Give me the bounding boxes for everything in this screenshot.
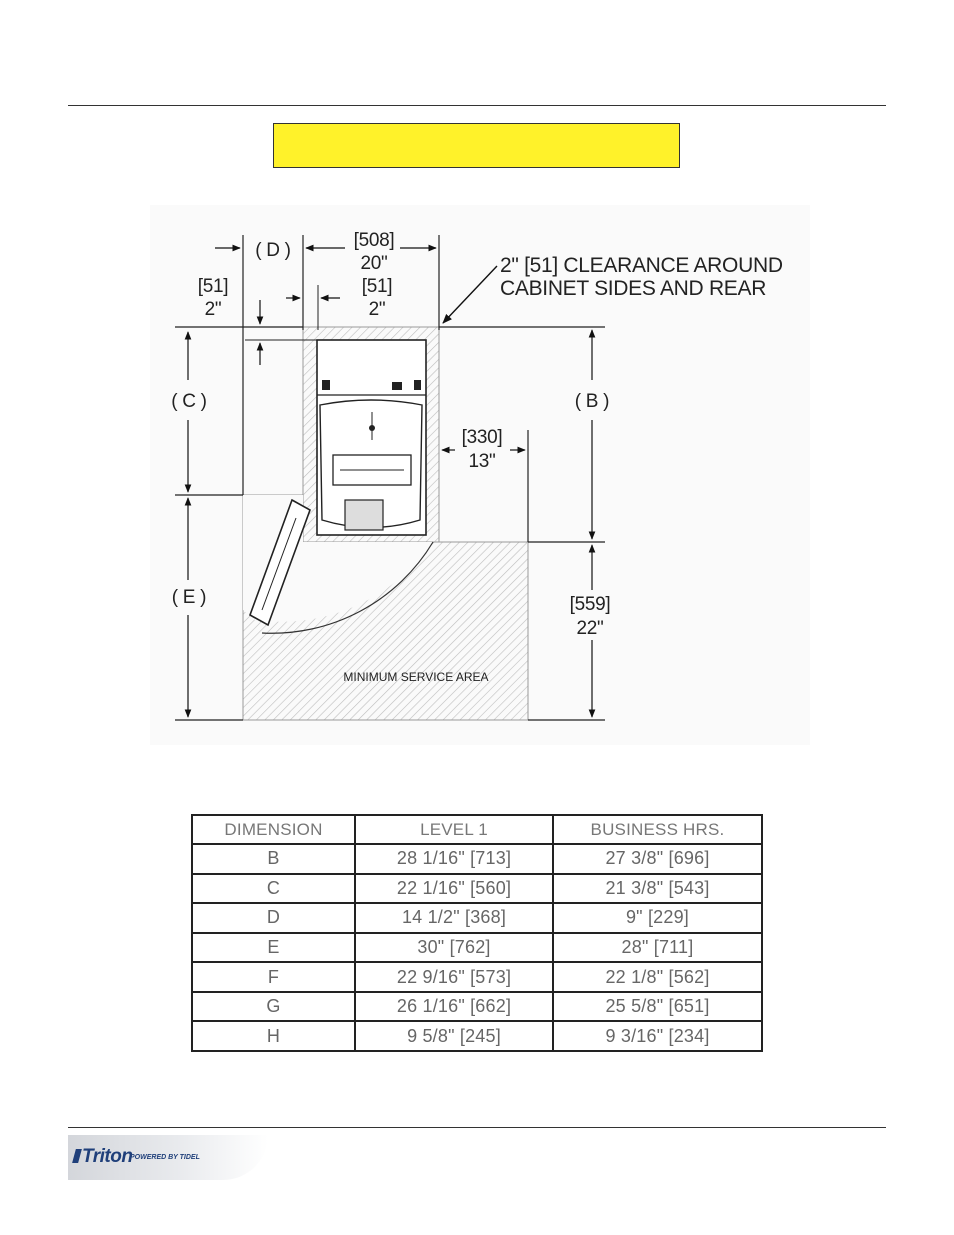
- business-cell: 25 5/8" [651]: [553, 992, 762, 1022]
- hinge-right: [414, 380, 421, 390]
- table-row: [192, 1021, 762, 1051]
- keypad: [345, 500, 383, 530]
- table-row: [192, 992, 762, 1022]
- table-row: [192, 844, 762, 874]
- dim-cell: B: [192, 844, 355, 874]
- inner-gap-imperial: 2": [368, 299, 386, 320]
- level1-cell: 28 1/16" [713]: [355, 844, 553, 874]
- table-row: [192, 874, 762, 904]
- dim-cell: C: [192, 874, 355, 904]
- dim-cell: H: [192, 1021, 355, 1051]
- label-b: ( B ): [574, 391, 610, 412]
- left-gap-metric: [51]: [197, 276, 229, 297]
- inner-gap-metric: [51]: [361, 276, 393, 297]
- label-d: ( D ): [255, 240, 291, 261]
- left-gap-imperial: 2": [204, 299, 222, 320]
- logo-tagline: POWERED BY TIDEL: [130, 1154, 200, 1161]
- dim-cell: D: [192, 903, 355, 933]
- header-dimension: DIMENSION: [192, 815, 355, 844]
- logo-mark-icon: [72, 1149, 82, 1163]
- table-row: [192, 962, 762, 992]
- business-cell: 9" [229]: [553, 903, 762, 933]
- footer-rule: [68, 1127, 886, 1128]
- width-imperial-label: 20": [360, 253, 388, 274]
- front-imperial-label: 22": [576, 618, 604, 639]
- service-area-label: MINIMUM SERVICE AREA: [343, 670, 489, 684]
- logo-wordmark: [74, 1146, 132, 1168]
- business-cell: 28" [711]: [553, 933, 762, 963]
- dim-cell: F: [192, 962, 355, 992]
- label-e: ( E ): [171, 587, 207, 608]
- hinge-left: [322, 380, 330, 390]
- clearance-note-line1: 2" [51] CLEARANCE AROUND: [500, 254, 783, 277]
- header-business-hrs: BUSINESS HRS.: [553, 815, 762, 844]
- level1-cell: 22 1/16" [560]: [355, 874, 553, 904]
- table-row: [192, 903, 762, 933]
- side-metric-label: [330]: [461, 427, 503, 448]
- width-metric-label: [508]: [353, 230, 395, 251]
- level1-cell: 14 1/2" [368]: [355, 903, 553, 933]
- level1-cell: 26 1/16" [662]: [355, 992, 553, 1022]
- lock-mark: [392, 382, 402, 390]
- business-cell: 21 3/8" [543]: [553, 874, 762, 904]
- header-level-1: LEVEL 1: [355, 815, 553, 844]
- label-c: ( C ): [171, 391, 207, 412]
- level1-cell: 22 9/16" [573]: [355, 962, 553, 992]
- side-imperial-label: 13": [468, 451, 496, 472]
- clearance-note-line2: CABINET SIDES AND REAR: [500, 277, 767, 300]
- dimension-table: [191, 814, 763, 1052]
- business-cell: 22 1/8" [562]: [553, 962, 762, 992]
- business-cell: 9 3/16" [234]: [553, 1021, 762, 1051]
- business-cell: 27 3/8" [696]: [553, 844, 762, 874]
- table-row: [192, 933, 762, 963]
- level1-cell: 9 5/8" [245]: [355, 1021, 553, 1051]
- dim-cell: E: [192, 933, 355, 963]
- triton-logo: [68, 1135, 268, 1180]
- header-rule: [68, 105, 886, 106]
- level1-cell: 30" [762]: [355, 933, 553, 963]
- front-metric-label: [559]: [569, 594, 611, 615]
- logo-text: Triton: [82, 1146, 133, 1167]
- dim-cell: G: [192, 992, 355, 1022]
- table-header-row: [192, 815, 762, 844]
- installation-clearance-diagram: [150, 205, 810, 745]
- yellow-callout-box: [273, 123, 680, 168]
